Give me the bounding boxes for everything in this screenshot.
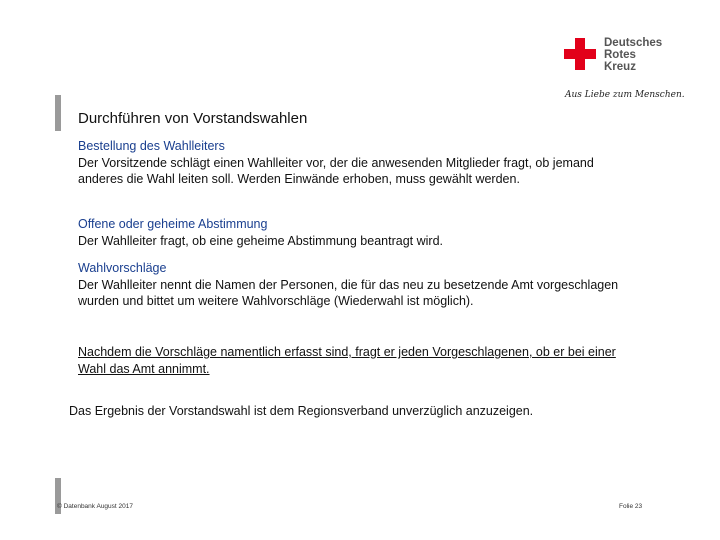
- accent-bar-top: [55, 95, 61, 131]
- section-wahlleiter: [78, 138, 638, 188]
- logo-wordmark: [604, 37, 674, 73]
- underlined-note: Nachdem die Vorschläge namentlich erfasst sind, fragt er jeden Vorgeschlagenen, ob er bei einer Wahl das Amt annimmt.: [78, 345, 616, 376]
- logo-line-3: Kreuz: [604, 61, 636, 73]
- section-abstimmung: [78, 216, 638, 249]
- section-body: Der Wahlleiter fragt, ob eine geheime Abstimmung beantragt wird.: [78, 233, 443, 248]
- section-wahlvorschlaege: [78, 260, 638, 310]
- slide-title: Durchführen von Vorstandswahlen: [78, 110, 308, 127]
- drk-logo: [562, 34, 672, 74]
- red-cross-icon: [564, 38, 596, 70]
- section-heading: Offene oder geheime Abstimmung: [78, 217, 268, 231]
- footer-copyright: © Datenbank August 2017: [57, 503, 133, 510]
- section-body: Der Vorsitzende schlägt einen Wahlleiter vor, der die anwesenden Mitglieder fragt, ob jemand anderes die Wahl leiten soll. Werden Einwände erhoben, muss gewählt werden.: [78, 155, 594, 186]
- section-heading: Wahlvorschläge: [78, 261, 167, 275]
- result-statement: Das Ergebnis der Vorstandswahl ist dem Regionsverband unverzüglich anzuzeigen.: [69, 404, 534, 418]
- footer-slide-number: Folie 23: [619, 503, 643, 510]
- section-body: Der Wahlleiter nennt die Namen der Personen, die für das neu zu besetzende Amt vorgeschlagen wurden und bittet um weitere Wahlvorschläge (Wiederwahl ist möglich).: [78, 277, 619, 308]
- logo-line-2: Rotes: [604, 49, 636, 61]
- logo-slogan: Aus Liebe zum Menschen.: [565, 90, 685, 100]
- logo-line-1: Deutsches: [604, 37, 663, 49]
- section-heading: Bestellung des Wahlleiters: [78, 139, 225, 153]
